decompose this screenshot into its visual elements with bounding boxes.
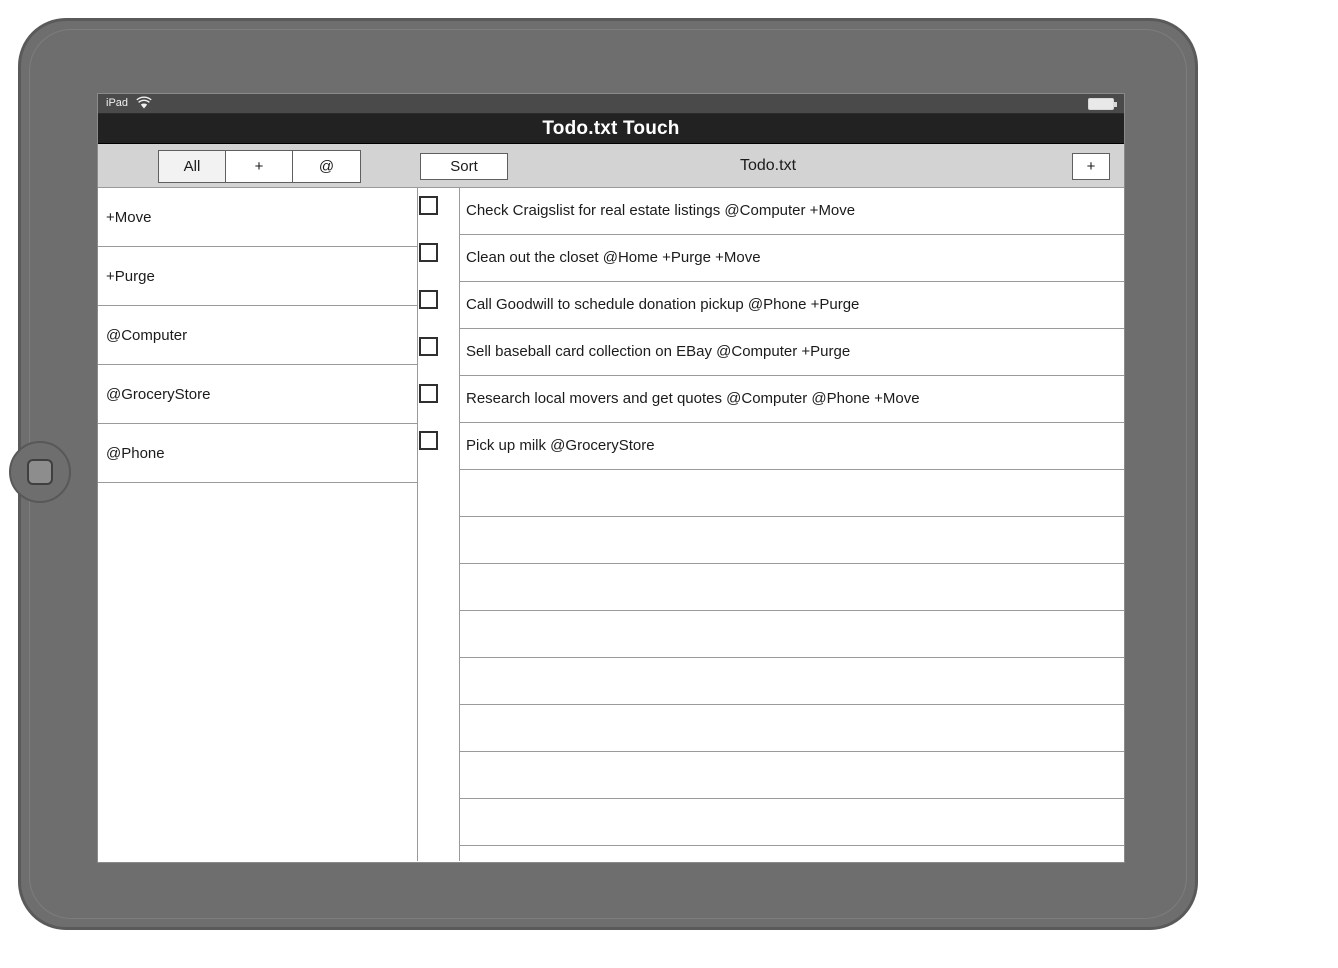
task-checkbox[interactable] <box>419 290 438 309</box>
task-row[interactable] <box>460 282 1124 329</box>
filter-segmented-control[interactable] <box>158 150 361 183</box>
task-row-empty <box>460 611 1124 658</box>
home-button[interactable] <box>9 441 71 503</box>
home-button-icon <box>27 459 53 485</box>
wifi-icon <box>136 96 152 110</box>
sort-button[interactable]: Sort <box>420 153 508 180</box>
filter-list <box>98 188 418 861</box>
task-label: Pick up milk @GroceryStore <box>466 437 655 454</box>
task-checkbox[interactable] <box>419 243 438 262</box>
content-area <box>98 188 1124 861</box>
filter-item-computer[interactable]: @Computer <box>98 306 417 365</box>
task-label: Research local movers and get quotes @Computer @Phone +Move <box>466 390 920 407</box>
task-row-empty <box>460 799 1124 846</box>
task-checkbox[interactable] <box>419 384 438 403</box>
task-row-empty <box>460 705 1124 752</box>
app-title-bar <box>98 114 1124 144</box>
task-row-empty <box>460 658 1124 705</box>
filter-item-grocerystore[interactable]: @GroceryStore <box>98 365 417 424</box>
ipad-device-frame <box>18 18 1198 930</box>
filter-item-purge[interactable]: +Purge <box>98 247 417 306</box>
toolbar <box>98 144 1124 188</box>
battery-icon <box>1088 98 1114 110</box>
task-label: Sell baseball card collection on EBay @Computer +Purge <box>466 343 851 360</box>
task-row[interactable] <box>460 423 1124 470</box>
task-label: Clean out the closet @Home +Purge +Move <box>466 249 761 266</box>
task-checkbox[interactable] <box>419 431 438 450</box>
task-checkbox[interactable] <box>419 196 438 215</box>
add-task-button[interactable]: + <box>1072 153 1110 180</box>
task-row-empty <box>460 564 1124 611</box>
segment-contexts[interactable]: @ <box>293 151 360 182</box>
task-label: Call Goodwill to schedule donation pickup @Phone +Purge <box>466 296 860 313</box>
task-list <box>460 188 1124 861</box>
task-checkbox-column <box>418 188 460 861</box>
status-carrier-label: iPad <box>106 97 129 109</box>
filter-item-move[interactable]: +Move <box>98 188 417 247</box>
task-row-empty <box>460 752 1124 799</box>
file-title-label: Todo.txt <box>739 157 797 174</box>
status-bar <box>98 94 1124 114</box>
task-row[interactable] <box>460 329 1124 376</box>
task-row[interactable] <box>460 376 1124 423</box>
segment-all[interactable]: All <box>159 151 226 182</box>
filter-item-phone[interactable]: @Phone <box>98 424 417 483</box>
page-title: Todo.txt Touch <box>542 118 680 139</box>
task-row-empty <box>460 470 1124 517</box>
task-row-empty <box>460 517 1124 564</box>
segment-projects[interactable]: + <box>226 151 293 182</box>
ipad-screen <box>97 93 1125 863</box>
task-row-empty <box>460 846 1124 863</box>
task-label: Check Craigslist for real estate listings @Computer +Move <box>466 202 856 219</box>
task-row[interactable] <box>460 188 1124 235</box>
task-row[interactable] <box>460 235 1124 282</box>
task-checkbox[interactable] <box>419 337 438 356</box>
